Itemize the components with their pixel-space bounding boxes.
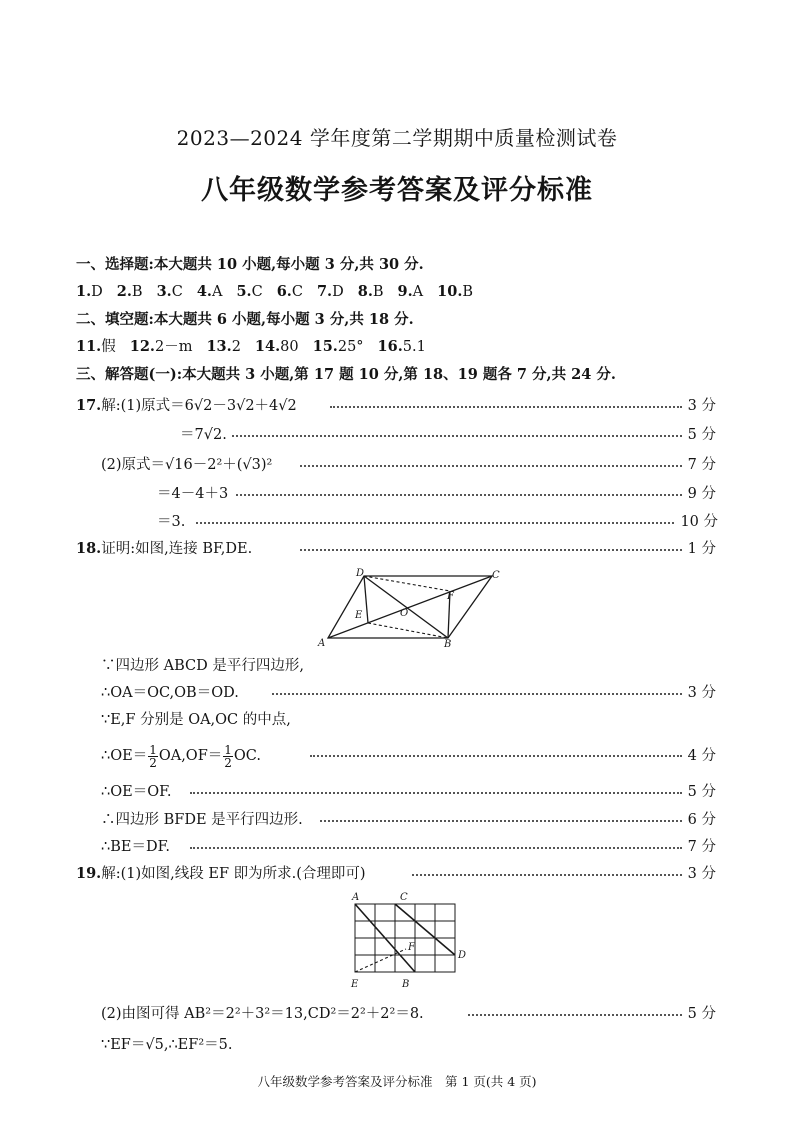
proof-step: ∴OE＝	[101, 748, 148, 764]
q18-line-5	[0, 743, 794, 777]
point-label: B	[402, 979, 410, 990]
step-text: (2)原式＝√16－2²＋(√3)²	[101, 456, 276, 474]
exam-title: 2023—2024 学年度第二学期期中质量检测试卷	[176, 126, 618, 150]
score: 3 分	[687, 685, 716, 701]
proof-step: ∴OA＝OC,OB＝OD.	[101, 684, 243, 702]
section2-heading: 二、填空题:本大题共 6 小题,每小题 3 分,共 18 分.	[76, 311, 414, 328]
answer-item: 8.B	[357, 283, 384, 300]
score: 1 分	[687, 541, 716, 557]
answer-item: 11.假	[76, 338, 116, 355]
score: 9 分	[687, 486, 716, 502]
leader-dots	[300, 465, 682, 467]
section2-answers	[76, 338, 440, 356]
section3-heading: 三、解答题(一):本大题共 3 小题,第 17 题 10 分,第 18、19 题各 7 分,共 24 分.	[76, 366, 616, 383]
point-label: C	[400, 892, 408, 903]
answer-item: 12.2－m	[129, 338, 193, 355]
answer-key-title: 八年级数学参考答案及评分标准	[201, 175, 593, 206]
q18-line-7	[0, 811, 794, 833]
leader-dots	[468, 1014, 682, 1016]
fraction-one-half: $\frac{1}{2}$	[149, 742, 157, 770]
q17-line-2	[0, 426, 794, 448]
section1-answers	[76, 283, 487, 301]
proof-step: ∴OE＝OF.	[101, 783, 176, 801]
q19-line-1	[0, 865, 794, 887]
vertex-label: O	[400, 608, 409, 619]
answer-item: 7.D	[316, 283, 344, 300]
leader-dots	[300, 549, 682, 551]
leader-dots	[320, 820, 682, 822]
answer-item: 2.B	[116, 283, 143, 300]
leader-dots	[232, 435, 682, 437]
score: 6 分	[687, 812, 716, 828]
q17-line-3	[0, 456, 794, 478]
leader-dots	[190, 792, 682, 794]
page-footer: 八年级数学参考答案及评分标准 第 1 页(共 4 页)	[257, 1074, 537, 1089]
q17-line-1	[0, 397, 794, 419]
answer-item: 14.80	[254, 338, 299, 355]
q18-line-3	[0, 684, 794, 706]
vertex-label: F	[447, 591, 454, 602]
proof-step: OA,OF＝	[158, 748, 223, 764]
score: 3 分	[687, 398, 716, 414]
leader-dots	[310, 755, 682, 757]
proof-step: OC.	[233, 748, 261, 764]
step-text: ＝4－4＋3	[157, 485, 232, 503]
answer-item: 1.D	[76, 283, 103, 300]
leader-dots	[190, 847, 682, 849]
q18-line-6	[0, 783, 794, 805]
score: 5 分	[687, 1006, 716, 1022]
step-text: ＝3.	[157, 513, 189, 531]
q17-line-4	[0, 485, 794, 507]
grid-figure	[346, 890, 472, 998]
score: 7 分	[687, 839, 716, 855]
point-label: E	[351, 979, 359, 990]
leader-dots	[196, 522, 674, 524]
answer-item: 5.C	[236, 283, 263, 300]
vertex-label: B	[444, 639, 452, 650]
leader-dots	[236, 494, 682, 496]
question-number: 17.	[76, 397, 102, 414]
score: 3 分	[687, 866, 716, 882]
answer-item: 15.25°	[312, 338, 364, 355]
point-label: D	[458, 950, 467, 961]
q19-line-2	[0, 1005, 794, 1027]
proof-step: ∵四边形 ABCD 是平行四边形,	[101, 658, 304, 674]
fraction-one-half: $\frac{1}{2}$	[224, 742, 232, 770]
score: 5 分	[687, 427, 716, 443]
vertex-label: E	[355, 610, 363, 621]
proof-step: ∴四边形 BFDE 是平行四边形.	[101, 811, 307, 829]
vertex-label: C	[492, 570, 500, 581]
answer-item: 4.A	[196, 283, 223, 300]
answer-item: 13.2	[206, 338, 241, 355]
q18-line-1	[0, 540, 794, 562]
answer-item: 16.5.1	[377, 338, 426, 355]
answer-item: 9.A	[397, 283, 424, 300]
step-text: ＝7√2.	[180, 426, 231, 444]
section1-heading: 一、选择题:本大题共 10 小题,每小题 3 分,共 30 分.	[76, 256, 424, 273]
score: 5 分	[687, 784, 716, 800]
step-text: (2)由图可得 AB²＝2²＋3²＝13,CD²＝2²＋2²＝8.	[101, 1005, 428, 1023]
answer-item: 3.C	[156, 283, 183, 300]
step-text: 解:(1)如图,线段 EF 即为所求.(合理即可)	[101, 866, 366, 882]
question-number: 18.	[76, 540, 102, 557]
answer-item: 10.B	[437, 283, 474, 300]
leader-dots	[412, 874, 682, 876]
q17-line-5	[0, 513, 794, 535]
step-text: 解:(1)原式＝6√2－3√2＋4√2	[101, 398, 297, 414]
answer-item: 6.C	[276, 283, 303, 300]
question-number: 19.	[76, 865, 102, 882]
proof-step: ∵E,F 分别是 OA,OC 的中点,	[101, 712, 291, 728]
score: 7 分	[687, 457, 716, 473]
proof-step: ∴BE＝DF.	[101, 838, 174, 856]
step-text: 证明:如图,连接 BF,DE.	[101, 541, 253, 557]
step-text: ∵EF＝√5,∴EF²＝5.	[101, 1037, 233, 1053]
parallelogram-figure	[316, 566, 506, 650]
vertex-label: D	[356, 568, 365, 579]
point-label: A	[352, 892, 360, 903]
leader-dots	[272, 693, 682, 695]
vertex-label: A	[318, 638, 326, 649]
score: 10 分	[680, 514, 718, 530]
point-label: F	[408, 942, 415, 953]
leader-dots	[330, 406, 682, 408]
q18-line-8	[0, 838, 794, 860]
score: 4 分	[687, 748, 716, 764]
